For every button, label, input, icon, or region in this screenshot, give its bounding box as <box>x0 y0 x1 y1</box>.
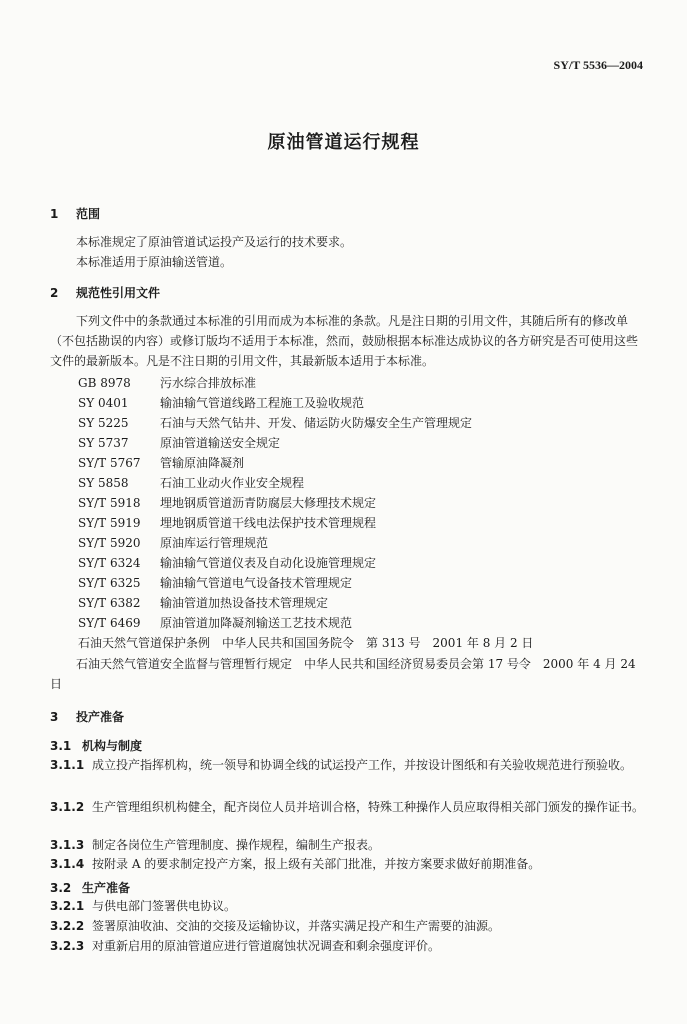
reference-name: 原油管道加降凝剂输送工艺技术规范 <box>160 616 353 630</box>
reference-item <box>78 433 472 453</box>
standard-number: SY/T 5536—2004 <box>553 58 643 72</box>
section-title: 投产准备 <box>76 710 125 724</box>
reference-code: SY/T 6469 <box>78 616 141 630</box>
section-3-heading <box>50 709 124 725</box>
clause-number: 3.2.3 <box>50 939 85 953</box>
reference-item <box>78 413 472 433</box>
reference-code: SY/T 6324 <box>78 556 141 570</box>
reference-item <box>78 613 472 633</box>
clause-text: 成立投产指挥机构，统一领导和协调全线的试运投产工作，并按设计图纸和有关验收规范进行预验收。 <box>92 758 633 772</box>
reference-name: 原油管道输送安全规定 <box>160 436 281 450</box>
section-1-heading <box>50 206 100 222</box>
reference-name: 输油管道加热设备技术管理规定 <box>160 596 329 610</box>
reference-name: 输油输气管道线路工程施工及验收规范 <box>160 396 365 410</box>
clause-3-2-1 <box>50 896 644 916</box>
reference-item <box>78 373 472 393</box>
clause-number: 3.2.1 <box>50 899 85 913</box>
reference-item <box>78 473 472 493</box>
reference-item <box>78 593 472 613</box>
subsection-title: 生产准备 <box>82 881 131 895</box>
references-intro: 下列文件中的条款通过本标准的引用而成为本标准的条款。凡是注日期的引用文件，其随后所有的修改单（不包括勘误的内容）或修订版均不适用于本标准，然而，鼓励根据本标准达成协议的各方研究是否可使用这些文件的最新版本。凡是不注日期的引用文件，其最新版本适用于本标准。 <box>50 314 639 368</box>
scope-paragraph-1: 本标准规定了原油管道试运投产及运行的技术要求。 <box>76 235 353 249</box>
reference-code: SY/T 5918 <box>78 496 141 510</box>
reference-code: SY/T 6325 <box>78 576 141 590</box>
reference-name: 埋地钢质管道沥青防腐层大修理技术规定 <box>160 496 377 510</box>
section-title: 范围 <box>76 207 101 221</box>
section-number: 2 <box>50 286 59 300</box>
clause-number: 3.1.3 <box>50 838 85 852</box>
reference-code: SY/T 5919 <box>78 516 141 530</box>
page-title: 原油管道运行规程 <box>267 132 420 153</box>
reference-item <box>78 453 472 473</box>
reference-name: 石油工业动火作业安全规程 <box>160 476 305 490</box>
clause-3-2-3 <box>50 936 644 956</box>
reference-name: 管输原油降凝剂 <box>160 456 245 470</box>
reference-code: SY 5858 <box>78 476 129 490</box>
section-number: 1 <box>50 207 59 221</box>
subsection-3-1-heading <box>50 738 142 754</box>
subsection-title: 机构与制度 <box>82 739 143 753</box>
clause-3-1-4 <box>50 854 644 874</box>
clause-text: 生产管理组织机构健全，配齐岗位人员并培训合格，特殊工种操作人员应取得相关部门颁发的操作证书。 <box>92 800 645 814</box>
reference-code: SY 5225 <box>78 416 129 430</box>
regulation-1: 石油天然气管道保护条例 中华人民共和国国务院令 第 313 号 2001 年 8 月 2 日 <box>78 636 534 650</box>
reference-code: GB 8978 <box>78 376 131 390</box>
clause-3-1-1 <box>50 755 644 775</box>
reference-item <box>78 553 472 573</box>
clause-text: 对重新启用的原油管道应进行管道腐蚀状况调查和剩余强度评价。 <box>92 939 441 953</box>
reference-item <box>78 493 472 513</box>
section-2-heading <box>50 285 160 301</box>
reference-item <box>78 393 472 413</box>
section-number: 3 <box>50 710 59 724</box>
reference-code: SY/T 6382 <box>78 596 141 610</box>
clause-text: 签署原油收油、交油的交接及运输协议，并落实满足投产和生产需要的油源。 <box>92 919 501 933</box>
reference-name: 埋地钢质管道干线电法保护技术管理规程 <box>160 516 377 530</box>
clause-number: 3.1.2 <box>50 800 85 814</box>
clause-3-1-2 <box>50 797 644 817</box>
clause-number: 3.1.4 <box>50 857 85 871</box>
reference-item <box>78 513 472 533</box>
reference-name: 输油输气管道仪表及自动化设施管理规定 <box>160 556 377 570</box>
reference-code: SY/T 5767 <box>78 456 141 470</box>
clause-number: 3.1.1 <box>50 758 85 772</box>
clause-3-1-3 <box>50 835 644 855</box>
reference-name: 输油输气管道电气设备技术管理规定 <box>160 576 353 590</box>
reference-name: 石油与天然气钻井、开发、储运防火防爆安全生产管理规定 <box>160 416 473 430</box>
subsection-number: 3.1 <box>50 739 72 753</box>
reference-code: SY 0401 <box>78 396 129 410</box>
reference-code: SY 5737 <box>78 436 129 450</box>
reference-name: 污水综合排放标准 <box>160 376 257 390</box>
scope-paragraph-2: 本标准适用于原油输送管道。 <box>76 255 233 269</box>
reference-item <box>78 533 472 553</box>
clause-text: 按附录 A 的要求制定投产方案，报上级有关部门批准，并按方案要求做好前期准备。 <box>92 857 541 871</box>
regulation-2: 石油天然气管道安全监督与管理暂行规定 中华人民共和国经济贸易委员会第 17 号令 2000 年 4 月 24 日 <box>50 657 636 691</box>
subsection-3-2-heading <box>50 880 130 896</box>
clause-3-2-2 <box>50 916 644 936</box>
reference-item <box>78 573 472 593</box>
section-title: 规范性引用文件 <box>76 286 161 300</box>
clause-text: 制定各岗位生产管理制度、操作规程，编制生产报表。 <box>92 838 381 852</box>
clause-text: 与供电部门签署供电协议。 <box>92 899 237 913</box>
reference-name: 原油库运行管理规范 <box>160 536 269 550</box>
reference-code: SY/T 5920 <box>78 536 141 550</box>
clause-number: 3.2.2 <box>50 919 85 933</box>
subsection-number: 3.2 <box>50 881 72 895</box>
reference-list <box>78 373 472 633</box>
